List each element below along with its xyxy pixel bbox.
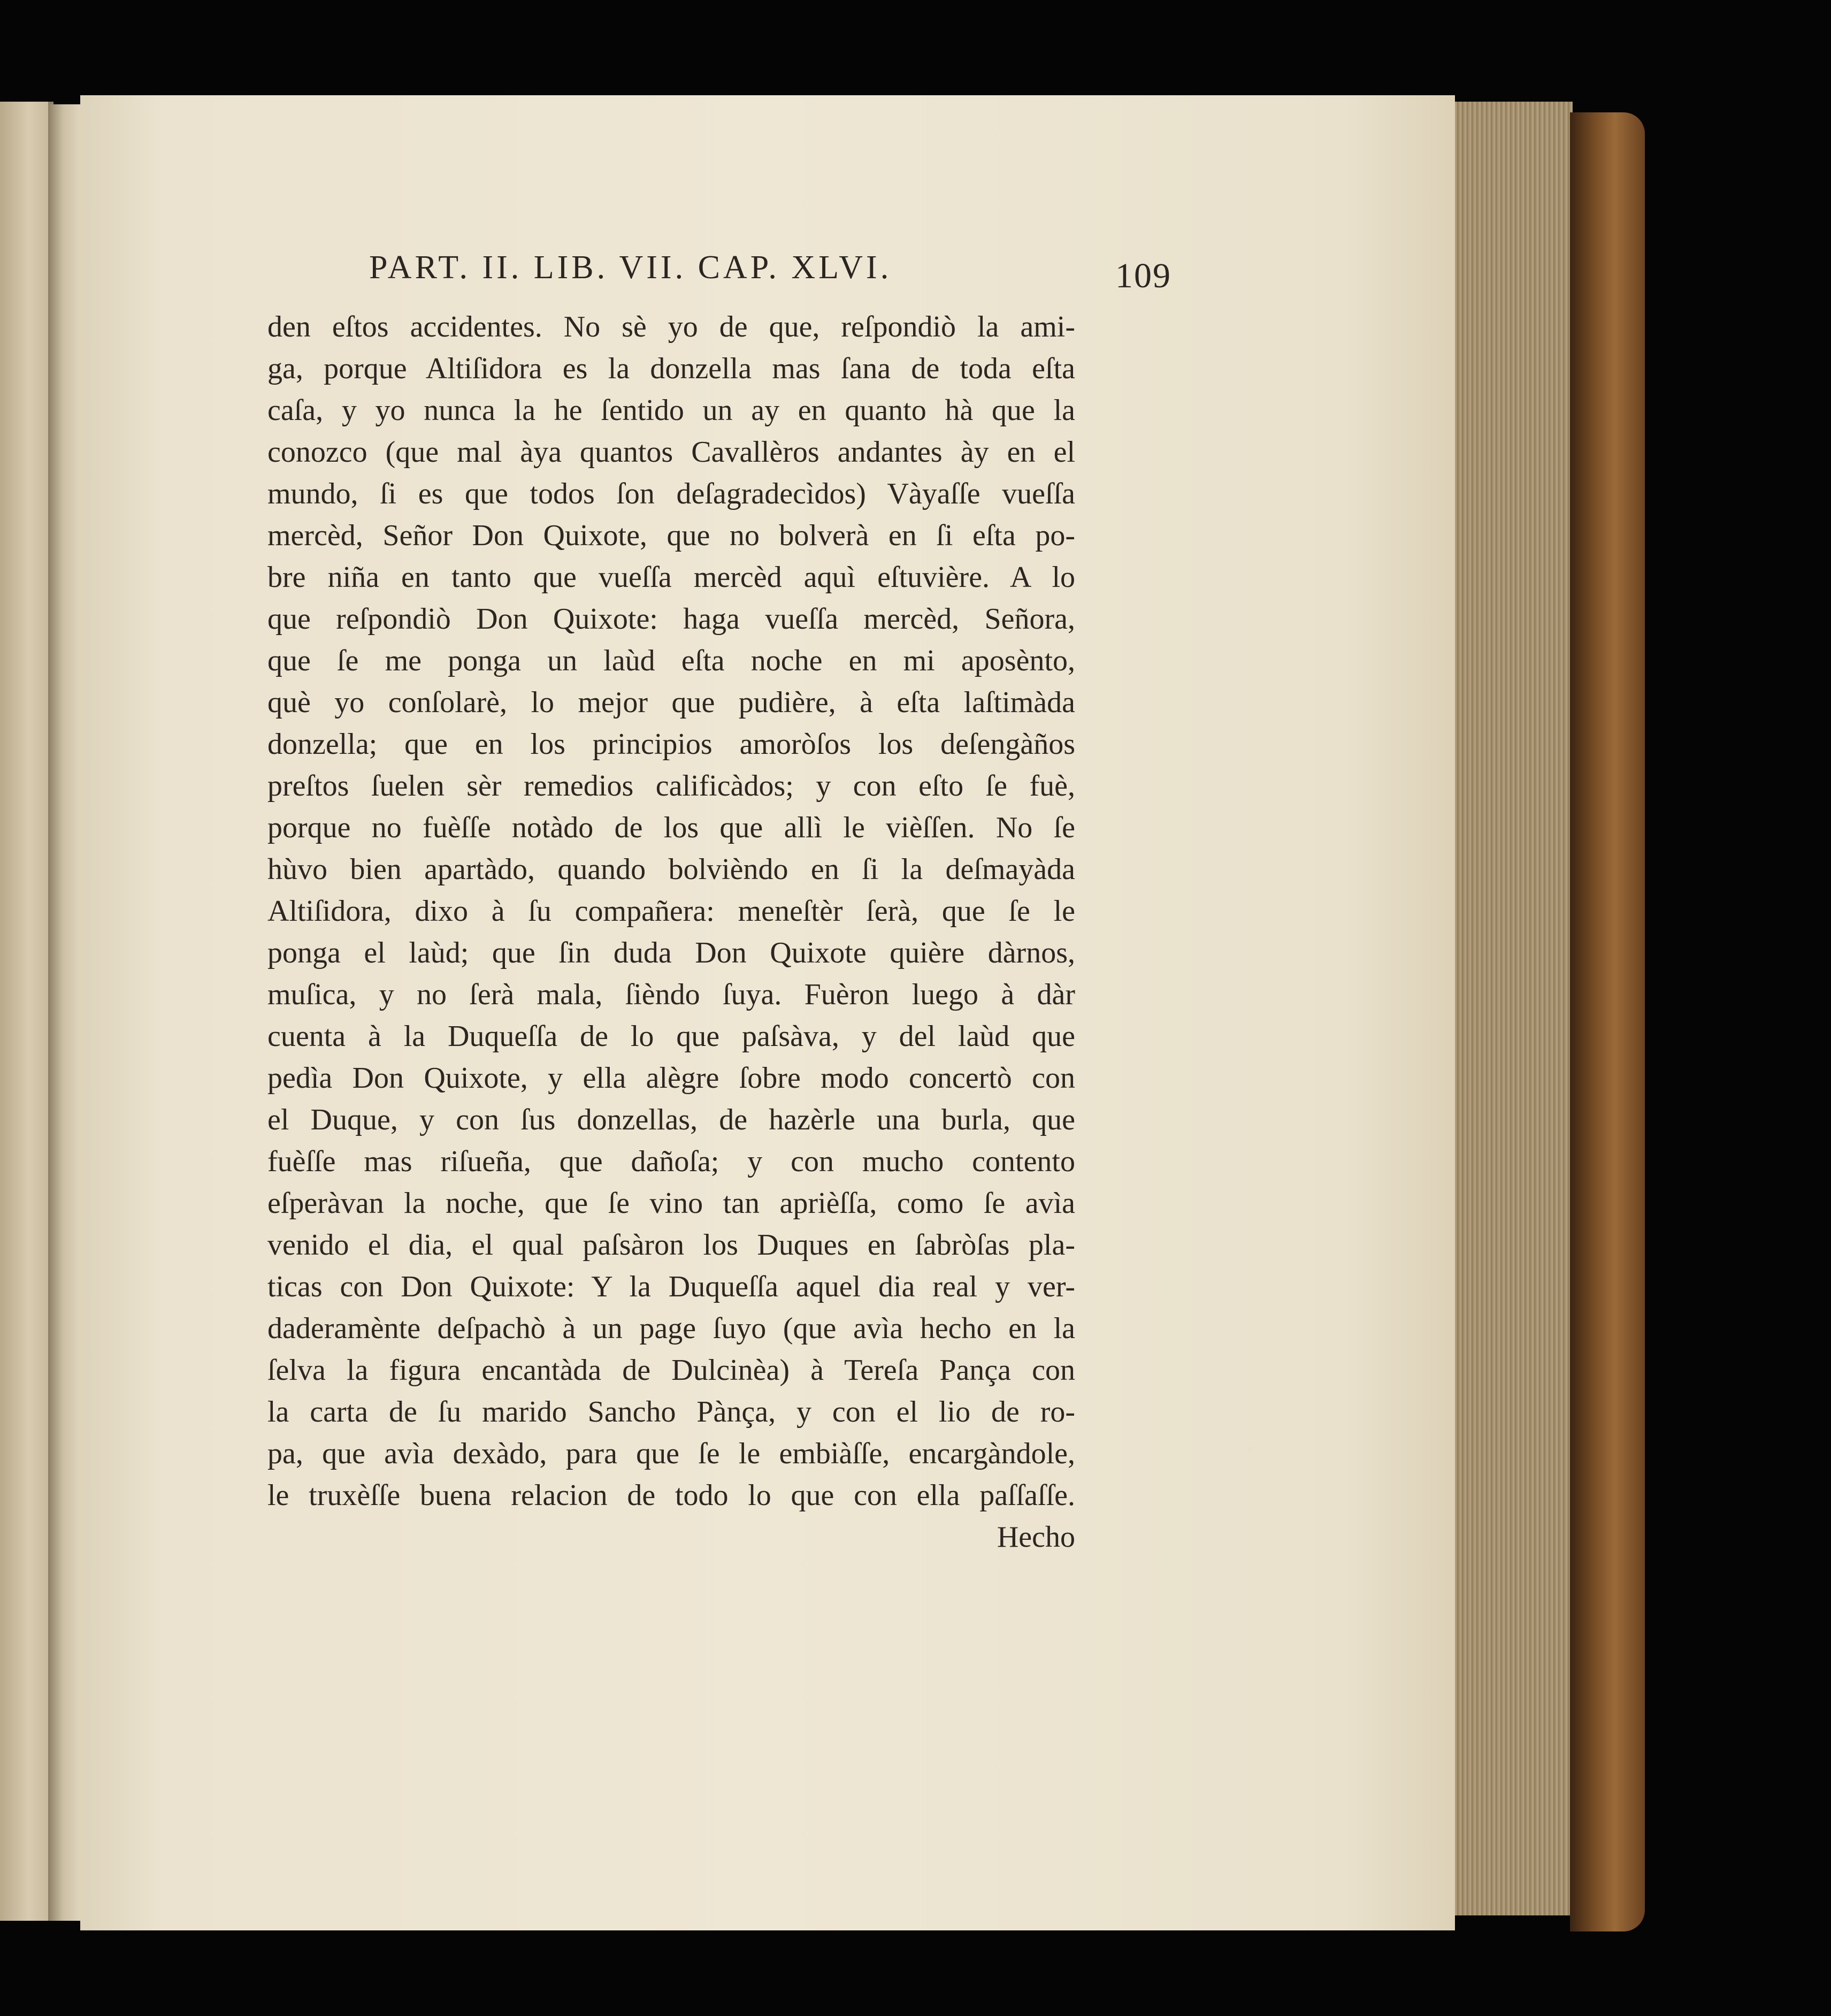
left-page-edge bbox=[0, 102, 53, 1921]
text-line: ponga el laùd; que ſin duda Don Quixote quière dàrnos, bbox=[267, 936, 1075, 969]
catchword: Hecho bbox=[997, 1521, 1075, 1554]
text-line: Altiſidora, dixo à ſu compañera: meneſtèr ſerà, que ſe le bbox=[267, 895, 1075, 928]
text-line: què yo conſolarè, lo mejor que pudière, à eſta laſtimàda bbox=[267, 686, 1075, 719]
text-line: fuèſſe mas riſueña, que dañoſa; y con mucho contento bbox=[267, 1145, 1075, 1178]
body-text bbox=[267, 306, 1075, 1558]
text-line: hùvo bien apartàdo, quando bolvièndo en ſi la deſmayàda bbox=[267, 853, 1075, 886]
text-line: la carta de ſu marido Sancho Pànça, y con el lio de ro- bbox=[267, 1395, 1075, 1429]
text-line: donzella; que en los principios amoròſos los deſengàños bbox=[267, 728, 1075, 761]
text-line: mundo, ſi es que todos ſon deſagradecìdos) Vàyaſſe vueſſa bbox=[267, 477, 1075, 510]
text-line: muſica, y no ſerà mala, ſièndo ſuya. Fuèron luego à dàr bbox=[267, 978, 1075, 1011]
text-line: que reſpondiò Don Quixote: haga vueſſa mercèd, Señora, bbox=[267, 602, 1075, 636]
text-line: preſtos ſuelen sèr remedios calificàdos; y con eſto ſe fuè, bbox=[267, 769, 1075, 803]
running-head: PART. II. LIB. VII. CAP. XLVI. bbox=[369, 249, 892, 286]
text-line: caſa, y yo nunca la he ſentido un ay en quanto hà que la bbox=[267, 394, 1075, 427]
text-line: el Duque, y con ſus donzellas, de hazèrle una burla, que bbox=[267, 1103, 1075, 1136]
text-line: den eſtos accidentes. No sè yo de que, reſpondiò la ami- bbox=[267, 310, 1075, 343]
text-line: le truxèſſe buena relacion de todo lo que con ella paſſaſſe. bbox=[267, 1479, 1075, 1512]
text-line: venido el dia, el qual paſsàron los Duques en ſabròſas pla- bbox=[267, 1228, 1075, 1262]
page-number: 109 bbox=[1115, 256, 1171, 295]
text-line: conozco (que mal àya quantos Cavallèros andantes ày en el bbox=[267, 436, 1075, 469]
leather-binding bbox=[1570, 112, 1645, 1931]
text-line: ga, porque Altiſidora es la donzella mas ſana de toda eſta bbox=[267, 352, 1075, 385]
text-line: pedìa Don Quixote, y ella alègre ſobre modo concertò con bbox=[267, 1062, 1075, 1095]
text-line: pa, que avìa dexàdo, para que ſe le embiàſſe, encargàndole, bbox=[267, 1437, 1075, 1470]
text-line: bre niña en tanto que vueſſa mercèd aquì eſtuvière. A lo bbox=[267, 561, 1075, 594]
text-line: eſperàvan la noche, que ſe vino tan aprièſſa, como ſe avìa bbox=[267, 1187, 1075, 1220]
page-edges bbox=[1450, 102, 1573, 1915]
text-line: mercèd, Señor Don Quixote, que no bolverà en ſi eſta po- bbox=[267, 519, 1075, 552]
speck bbox=[1245, 1445, 1253, 1452]
text-line: ſelva la figura encantàda de Dulcinèa) à Tereſa Pança con bbox=[267, 1354, 1075, 1387]
text-line: que ſe me ponga un laùd eſta noche en mi aposènto, bbox=[267, 644, 1075, 677]
text-line: cuenta à la Duqueſſa de lo que paſsàva, y del laùd que bbox=[267, 1020, 1075, 1053]
text-line: ticas con Don Quixote: Y la Duqueſſa aquel dia real y ver- bbox=[267, 1270, 1075, 1303]
text-line: porque no fuèſſe notàdo de los que allì le vièſſen. No ſe bbox=[267, 811, 1075, 844]
text-line: daderamènte deſpachò à un page ſuyo (que avìa hecho en la bbox=[267, 1312, 1075, 1345]
